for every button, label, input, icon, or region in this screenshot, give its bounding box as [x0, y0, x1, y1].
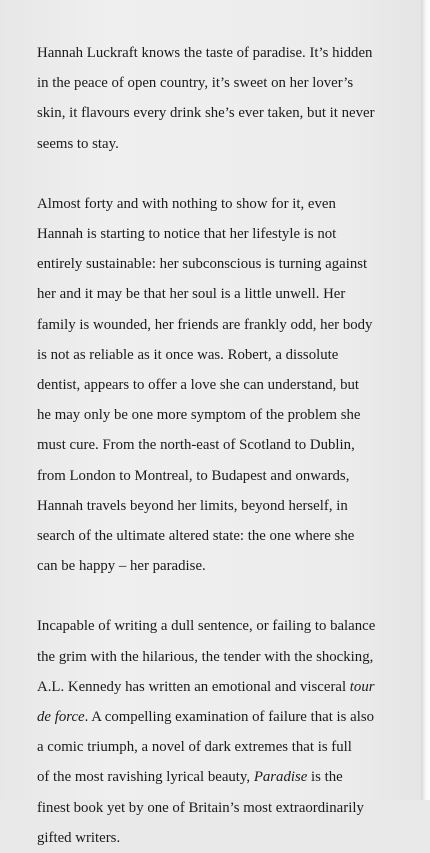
blurb-paragraph-1 — [37, 38, 412, 159]
text-line: is not as reliable as it once was. Robert, a dissolute — [37, 346, 339, 363]
text-line: the grim with the hilarious, the tender with the shocking, — [37, 648, 374, 665]
text-line: finest book yet by one of Britain’s most extraordinarily — [37, 799, 364, 816]
text-line: Hannah travels beyond her limits, beyond herself, in — [37, 497, 348, 514]
text-line — [37, 672, 412, 702]
text-line: search of the ultimate altered state: the one where she — [37, 528, 355, 545]
text-line: seems to stay. — [37, 135, 119, 152]
text-line: he may only be one more symptom of the problem she — [37, 407, 361, 424]
page-edge — [421, 0, 430, 800]
text-line: can be happy – her paradise. — [37, 558, 206, 575]
text-run: . A compelling examination of failure that is also — [84, 709, 374, 726]
blurb-paragraph-2 — [37, 189, 412, 582]
text-line — [37, 762, 412, 792]
text-run: of the most ravishing lyrical beauty, — [37, 769, 254, 786]
text-line: from London to Montreal, to Budapest and onwards, — [37, 467, 350, 484]
text-line: a comic triumph, a novel of dark extremes that is full — [37, 739, 352, 756]
text-line: family is wounded, her friends are frankly odd, her body — [37, 316, 373, 333]
text-line: Hannah Luckraft knows the taste of paradise. It’s hidden — [37, 45, 373, 61]
text-line: Almost forty and with nothing to show for it, even — [37, 195, 336, 212]
text-run: A.L. Kennedy has written an emotional and visceral — [37, 678, 350, 695]
text-line: skin, it flavours every drink she’s ever taken, but it never — [37, 105, 375, 122]
book-title: Paradise — [253, 769, 308, 786]
text-line: gifted writers. — [37, 829, 121, 846]
text-line: Incapable of writing a dull sentence, or failing to balance — [37, 618, 376, 635]
italic-text: tour — [349, 678, 375, 695]
text-line: in the peace of open country, it’s sweet on her lover’s — [37, 75, 354, 92]
text-run: is the — [307, 769, 343, 786]
text-line: her and it may be that her soul is a little unwell. Her — [37, 286, 346, 303]
text-line: dentist, appears to offer a love she can understand, but — [37, 377, 360, 394]
italic-text: de force — [37, 709, 85, 726]
text-line: Hannah is starting to notice that her lifestyle is not — [37, 226, 337, 243]
text-line: must cure. From the north-east of Scotland to Dublin, — [37, 437, 355, 454]
text-line: entirely sustainable: her subconscious is turning against — [37, 256, 368, 273]
text-line — [37, 702, 412, 732]
blurb-paragraph-3 — [37, 611, 412, 853]
